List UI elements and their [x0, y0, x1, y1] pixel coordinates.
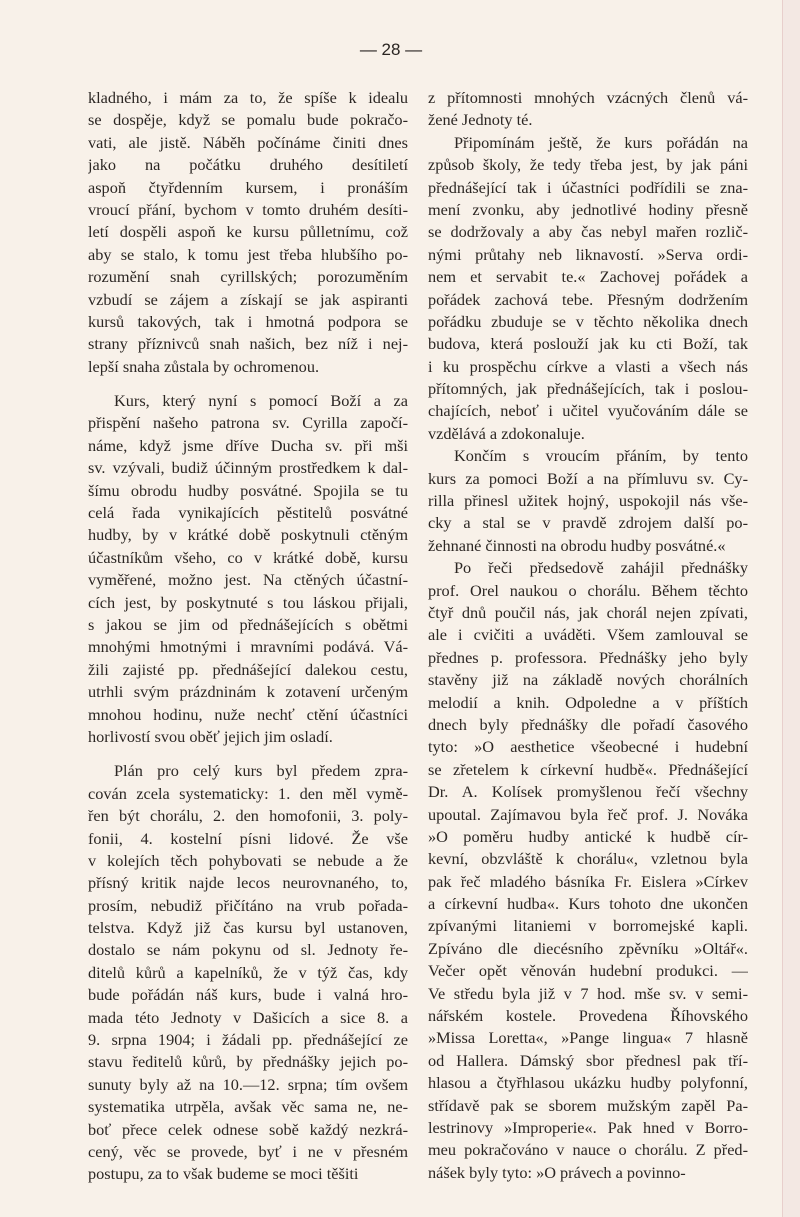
text-line: Připomínám ještě, že kurs pořádán na — [454, 132, 748, 152]
text-line: čtyř dnů poučil nás, jak chorál nejen zpívati, — [428, 602, 748, 622]
text-line: horlivostí svou oběť jejich jim osladí. — [88, 726, 333, 746]
text-line: s jakou se jim od přednášejících s obětmi — [88, 614, 408, 634]
text-line: cky a stal se v pravdě zdrojem další po- — [428, 513, 748, 533]
text-line: cován zcela systematicky: 1. den měl vymě- — [88, 783, 408, 803]
text-line: stavěny již na základě nových chorálních — [428, 670, 748, 690]
text-line: Zpíváno dle diecésního zpěvníku »Oltář«. — [428, 938, 748, 958]
text-line: žili zajisté pp. přednášející dalekou cestu, — [88, 659, 408, 679]
text-line: způsob školy, že tedy třeba jest, by jak páni — [428, 155, 748, 175]
text-line: cích jest, by poskytnuté s tou láskou přijali, — [88, 592, 408, 612]
text-line: nem et servabit te.« Zachovej pořádek a — [428, 267, 748, 287]
text-line: tyto: »O aesthetice všeobecné i hudební — [428, 737, 748, 757]
text-line: vroucí přání, bychom v tomto druhém desíti- — [88, 199, 408, 219]
text-line: lepší snaha zůstala by ochromenou. — [88, 356, 320, 376]
text-line: se dospěje, když se pomalu bude pokračo- — [88, 110, 408, 130]
text-line: chajících, neboť i učitel vyučováním dále se — [428, 401, 748, 421]
text-line: a církevní hudba«. Kurs tohoto dne ukončen — [428, 894, 748, 914]
text-line: zpívanými litaniemi v borromejské kapli. — [428, 916, 748, 936]
text-line: vyměřené, možno jest. Na ctěných účastní- — [88, 570, 408, 590]
text-line: od Hallera. Dámský sbor přednesl pak tří- — [428, 1050, 748, 1070]
text-line: pořádku zbuduje se v těchto několika dnech — [428, 311, 748, 331]
paragraph-gap — [88, 748, 408, 760]
text-line: rilla přinesl užitek hojný, uspokojil nás vše- — [428, 491, 748, 511]
text-line: přítomných, jak přednášejících, tak i poslou- — [428, 379, 748, 399]
text-line: hlasou a čtyřhlasou ukázku hudby polyfonní, — [428, 1073, 748, 1093]
text-line: prof. Orel naukou o chorálu. Během těchto — [428, 580, 748, 600]
text-line: Kurs, který nyní s pomocí Boží a za — [114, 391, 408, 411]
paragraph — [428, 445, 748, 557]
text-line: lestrinovy »Improperie«. Pak hned v Borro- — [428, 1117, 748, 1137]
text-line: vzdělává a zdokonaluje. — [428, 423, 585, 443]
text-line: pak řeč mladého básníka Fr. Eislera »Církev — [428, 871, 748, 891]
text-line: boť přece celek odnese sobě každý nezkrá- — [88, 1119, 408, 1139]
text-line: strany příznivců snah našich, bez níž i nej- — [88, 334, 408, 354]
text-line: mnohou hodinu, nuže nechť ctění účastníci — [88, 704, 408, 724]
paragraph-gap — [88, 378, 408, 390]
text-line: bude pořádán náš kurs, bude i valná hro- — [88, 985, 408, 1005]
text-line: cený, věc se provede, byť i ne v přesném — [88, 1141, 408, 1161]
text-line: z přítomnosti mnohých vzácných členů vá- — [428, 88, 748, 107]
text-line: mada této Jednoty v Dašicích a sice 8. a — [88, 1007, 408, 1027]
text-line: nářském kostele. Provedena Říhovského — [428, 1006, 748, 1026]
text-line: telstva. Když již čas kursu byl ustanoven, — [88, 918, 408, 938]
text-line: stavu ředitelů kůrů, by přednášky jejich po- — [88, 1052, 408, 1072]
text-line: sv. vzývali, budiž účinným prostředkem k dal- — [88, 458, 408, 478]
paragraph — [428, 557, 748, 1184]
text-line: Ve středu byla již v 7 hod. mše sv. v semi- — [428, 983, 748, 1003]
paragraph — [88, 760, 408, 1185]
text-line: utrhli svým prázdninám k zotavení určeným — [88, 682, 408, 702]
page-edge — [782, 0, 800, 1217]
text-line: 9. srpna 1904; i žádali pp. přednášející ze — [88, 1030, 408, 1050]
text-line: melodií a knih. Odpoledne a v příštích — [428, 692, 748, 712]
text-line: sunuty byly až na 10.—12. srpna; tím ovšem — [88, 1074, 408, 1094]
text-line: šímu obrodu hudby posvátné. Spojila se tu — [88, 480, 408, 500]
text-line: letí dospěli aspoň ke kursu půlletnímu, což — [88, 222, 408, 242]
text-line: dostalo se nám pokynu od sl. Jednoty ře- — [88, 940, 408, 960]
text-line: účastníkům všeho, co v krátké době, kursu — [88, 547, 408, 567]
right-column — [428, 87, 748, 1184]
text-line: systematika utrpěla, avšak věc sama ne, ne- — [88, 1097, 408, 1117]
text-line: postupu, za to však budeme se moci těšiti — [88, 1164, 359, 1184]
text-line: nášek byly tyto: »O právech a povinno- — [428, 1162, 686, 1182]
text-line: přispění našeho patrona sv. Cyrilla započí- — [88, 413, 408, 433]
text-line: Večer opět věnován hudební produkci. — — [428, 961, 748, 981]
text-line: budova, která poslouží jak ku cti Boží, tak — [428, 334, 748, 354]
text-line: »O poměru hudby antické k hudbě cír- — [428, 826, 748, 846]
text-line: kurs za pomoci Boží a na přímluvu sv. Cy- — [428, 468, 748, 488]
text-line: prosím, nebudiž přičítáno na vrub pořada- — [88, 895, 408, 915]
text-line: kevní, obzvláště k chorálu«, vzletnou byla — [428, 849, 748, 869]
text-line: žehnané činnosti na obrodu hudby posvátné.« — [428, 535, 726, 555]
text-line: Plán pro celý kurs byl předem zpra- — [114, 761, 408, 781]
text-line: celá řada vynikajících pěstitelů posvátné — [88, 503, 408, 523]
text-line: kursů takových, tak i hmotná podpora se — [88, 311, 408, 331]
text-line: ditelů kůrů a kapelníků, že v týž čas, kdy — [88, 962, 408, 982]
text-line: Po řeči předsedově zahájil přednášky — [454, 558, 748, 578]
text-line: »Missa Loretta«, »Pange lingua« 7 hlasně — [428, 1028, 748, 1048]
text-line: i ku prospěchu církve a vlasti a všech nás — [428, 356, 748, 376]
text-line: střídavě pak se sborem mužským zapěl Pa- — [428, 1095, 748, 1115]
text-line: rozumění snah cyrillských; porozuměním — [88, 267, 408, 287]
text-line: ale i cvičiti a uváděti. Všem zamlouval se — [428, 625, 748, 645]
text-line: přednes p. professora. Přednášky jeho byly — [428, 647, 748, 667]
text-line: mení zvonku, aby jednotlivé hodiny přesně — [428, 199, 748, 219]
paragraph — [428, 132, 748, 445]
text-line: nými průtahy neb liknavostí. »Serva ordi- — [428, 244, 748, 264]
paragraph — [428, 87, 748, 132]
text-line: dnech byly přednášky dle pořadí časového — [428, 714, 748, 734]
text-line: fonii, 4. kostelní písni lidové. Že vše — [88, 828, 408, 848]
paragraph — [88, 390, 408, 748]
text-line: aspoň čtyřdenním kursem, i pronáším — [88, 177, 408, 197]
text-line: mnohými hmotnými i mravními podává. Vá- — [88, 637, 408, 657]
text-line: upoutal. Zajímavou byla řeč prof. J. Nováka — [428, 804, 748, 824]
text-line: náme, když jsme dříve Ducha sv. při mši — [88, 435, 408, 455]
text-line: řen být chorálu, 2. den homofonii, 3. poly- — [88, 806, 408, 826]
text-line: se dodržovaly a aby čas nebyl mařen rozlič- — [428, 222, 748, 242]
text-line: Končím s vroucím přáním, by tento — [454, 446, 748, 466]
text-line: vzbudí se zájem a získají se jak aspiranti — [88, 289, 408, 309]
left-column — [88, 87, 408, 1186]
text-line: vati, ale jistě. Náběh počínáme činiti dnes — [88, 132, 408, 152]
text-line: jako na počátku druhého desítiletí — [88, 155, 408, 175]
text-line: se zřetelem k církevní hudbě«. Přednášející — [428, 759, 748, 779]
text-line: pořádek zachová tebe. Přesným dodržením — [428, 289, 748, 309]
text-line: přednášející tak i účastníci podřídili se zna- — [428, 177, 748, 197]
text-line: hudby, by v krátké době poskytnuli ctěným — [88, 525, 408, 545]
text-line: aby se stalo, k tomu jest třeba hlubšího po- — [88, 244, 408, 264]
text-line: Dr. A. Kolísek promyšlenou řečí všechny — [428, 782, 748, 802]
text-line: v kolejích těch pohybovati se nebude a že — [88, 850, 408, 870]
paragraph — [88, 87, 408, 378]
text-line: přísný kritik najde lecos neurovnaného, to, — [88, 873, 408, 893]
text-line: kladného, i mám za to, že spíše k idealu — [88, 88, 408, 107]
text-line: žené Jednoty té. — [428, 110, 533, 130]
page-number: — 28 — — [359, 40, 423, 59]
text-line: meu pokračováno v nauce o chorálu. Z před- — [428, 1140, 748, 1160]
